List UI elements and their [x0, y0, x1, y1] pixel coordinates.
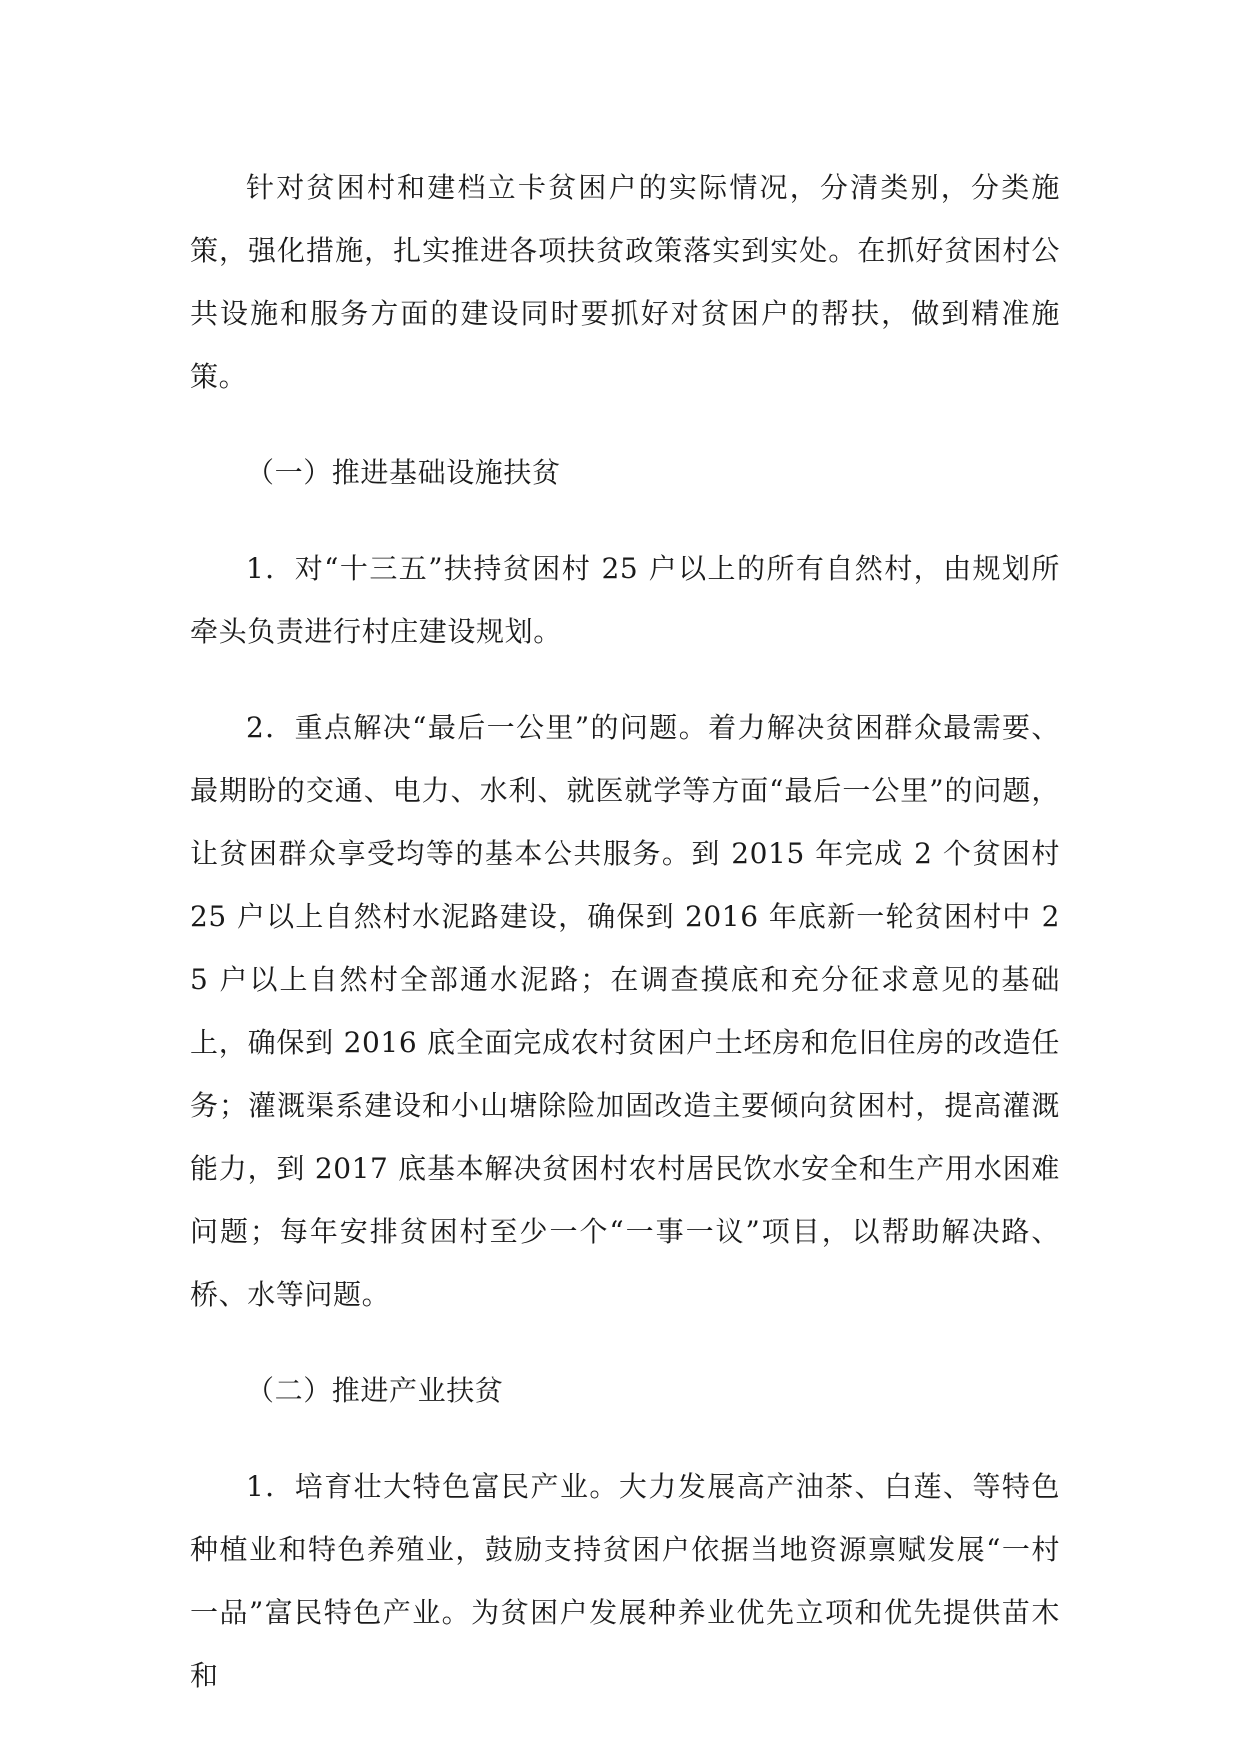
section-heading-industry: （二）推进产业扶贫 [246, 1374, 504, 1407]
item-paragraph-last-kilometer: 2．重点解决“最后一公里”的问题。着力解决贫困群众最需要、最期盼的交通、电力、水利、就医就学等方面“最后一公里”的问题，让贫困群众享受均等的基本公共服务。到 2015 年完成 2 个贫困村 25 户以上自然村水泥路建设，确保到 2016 年底新一轮贫困村中 25 户以上自然村全部通水泥路；在调查摸底和充分征求意见的基础上，确保到 2016 底全面完成农村贫困户土坯房和危旧住房的改造任务；灌溉渠系建设和小山塘除险加固改造主要倾向贫困村，提高灌溉能力，到 2017 底基本解决贫困村农村居民饮水安全和生产用水困难问题；每年安排贫困村至少一个“一事一议”项目，以帮助解决路、桥、水等问题。 [190, 711, 1060, 1311]
paragraph-gap [190, 1326, 1060, 1359]
paragraph-gap [190, 504, 1060, 537]
document-body [190, 156, 1060, 1707]
item-paragraph-specialty-industry: 1．培育壮大特色富民产业。大力发展高产油茶、白莲、等特色种植业和特色养殖业，鼓励支持贫困户依据当地资源禀赋发展“一村一品”富民特色产业。为贫困户发展种养业优先立项和优先提供苗木和 [190, 1470, 1060, 1692]
intro-paragraph: 针对贫困村和建档立卡贫困户的实际情况，分清类别，分类施策，强化措施，扎实推进各项扶贫政策落实到实处。在抓好贫困村公共设施和服务方面的建设同时要抓好对贫困户的帮扶，做到精准施策。 [190, 171, 1060, 393]
section-heading-infrastructure: （一）推进基础设施扶贫 [246, 456, 561, 489]
item-paragraph-village-planning: 1．对“十三五”扶持贫困村 25 户以上的所有自然村，由规划所牵头负责进行村庄建设规划。 [190, 552, 1060, 648]
paragraph-gap [190, 408, 1060, 441]
paragraph-gap [190, 663, 1060, 696]
paragraph-gap [190, 1422, 1060, 1455]
